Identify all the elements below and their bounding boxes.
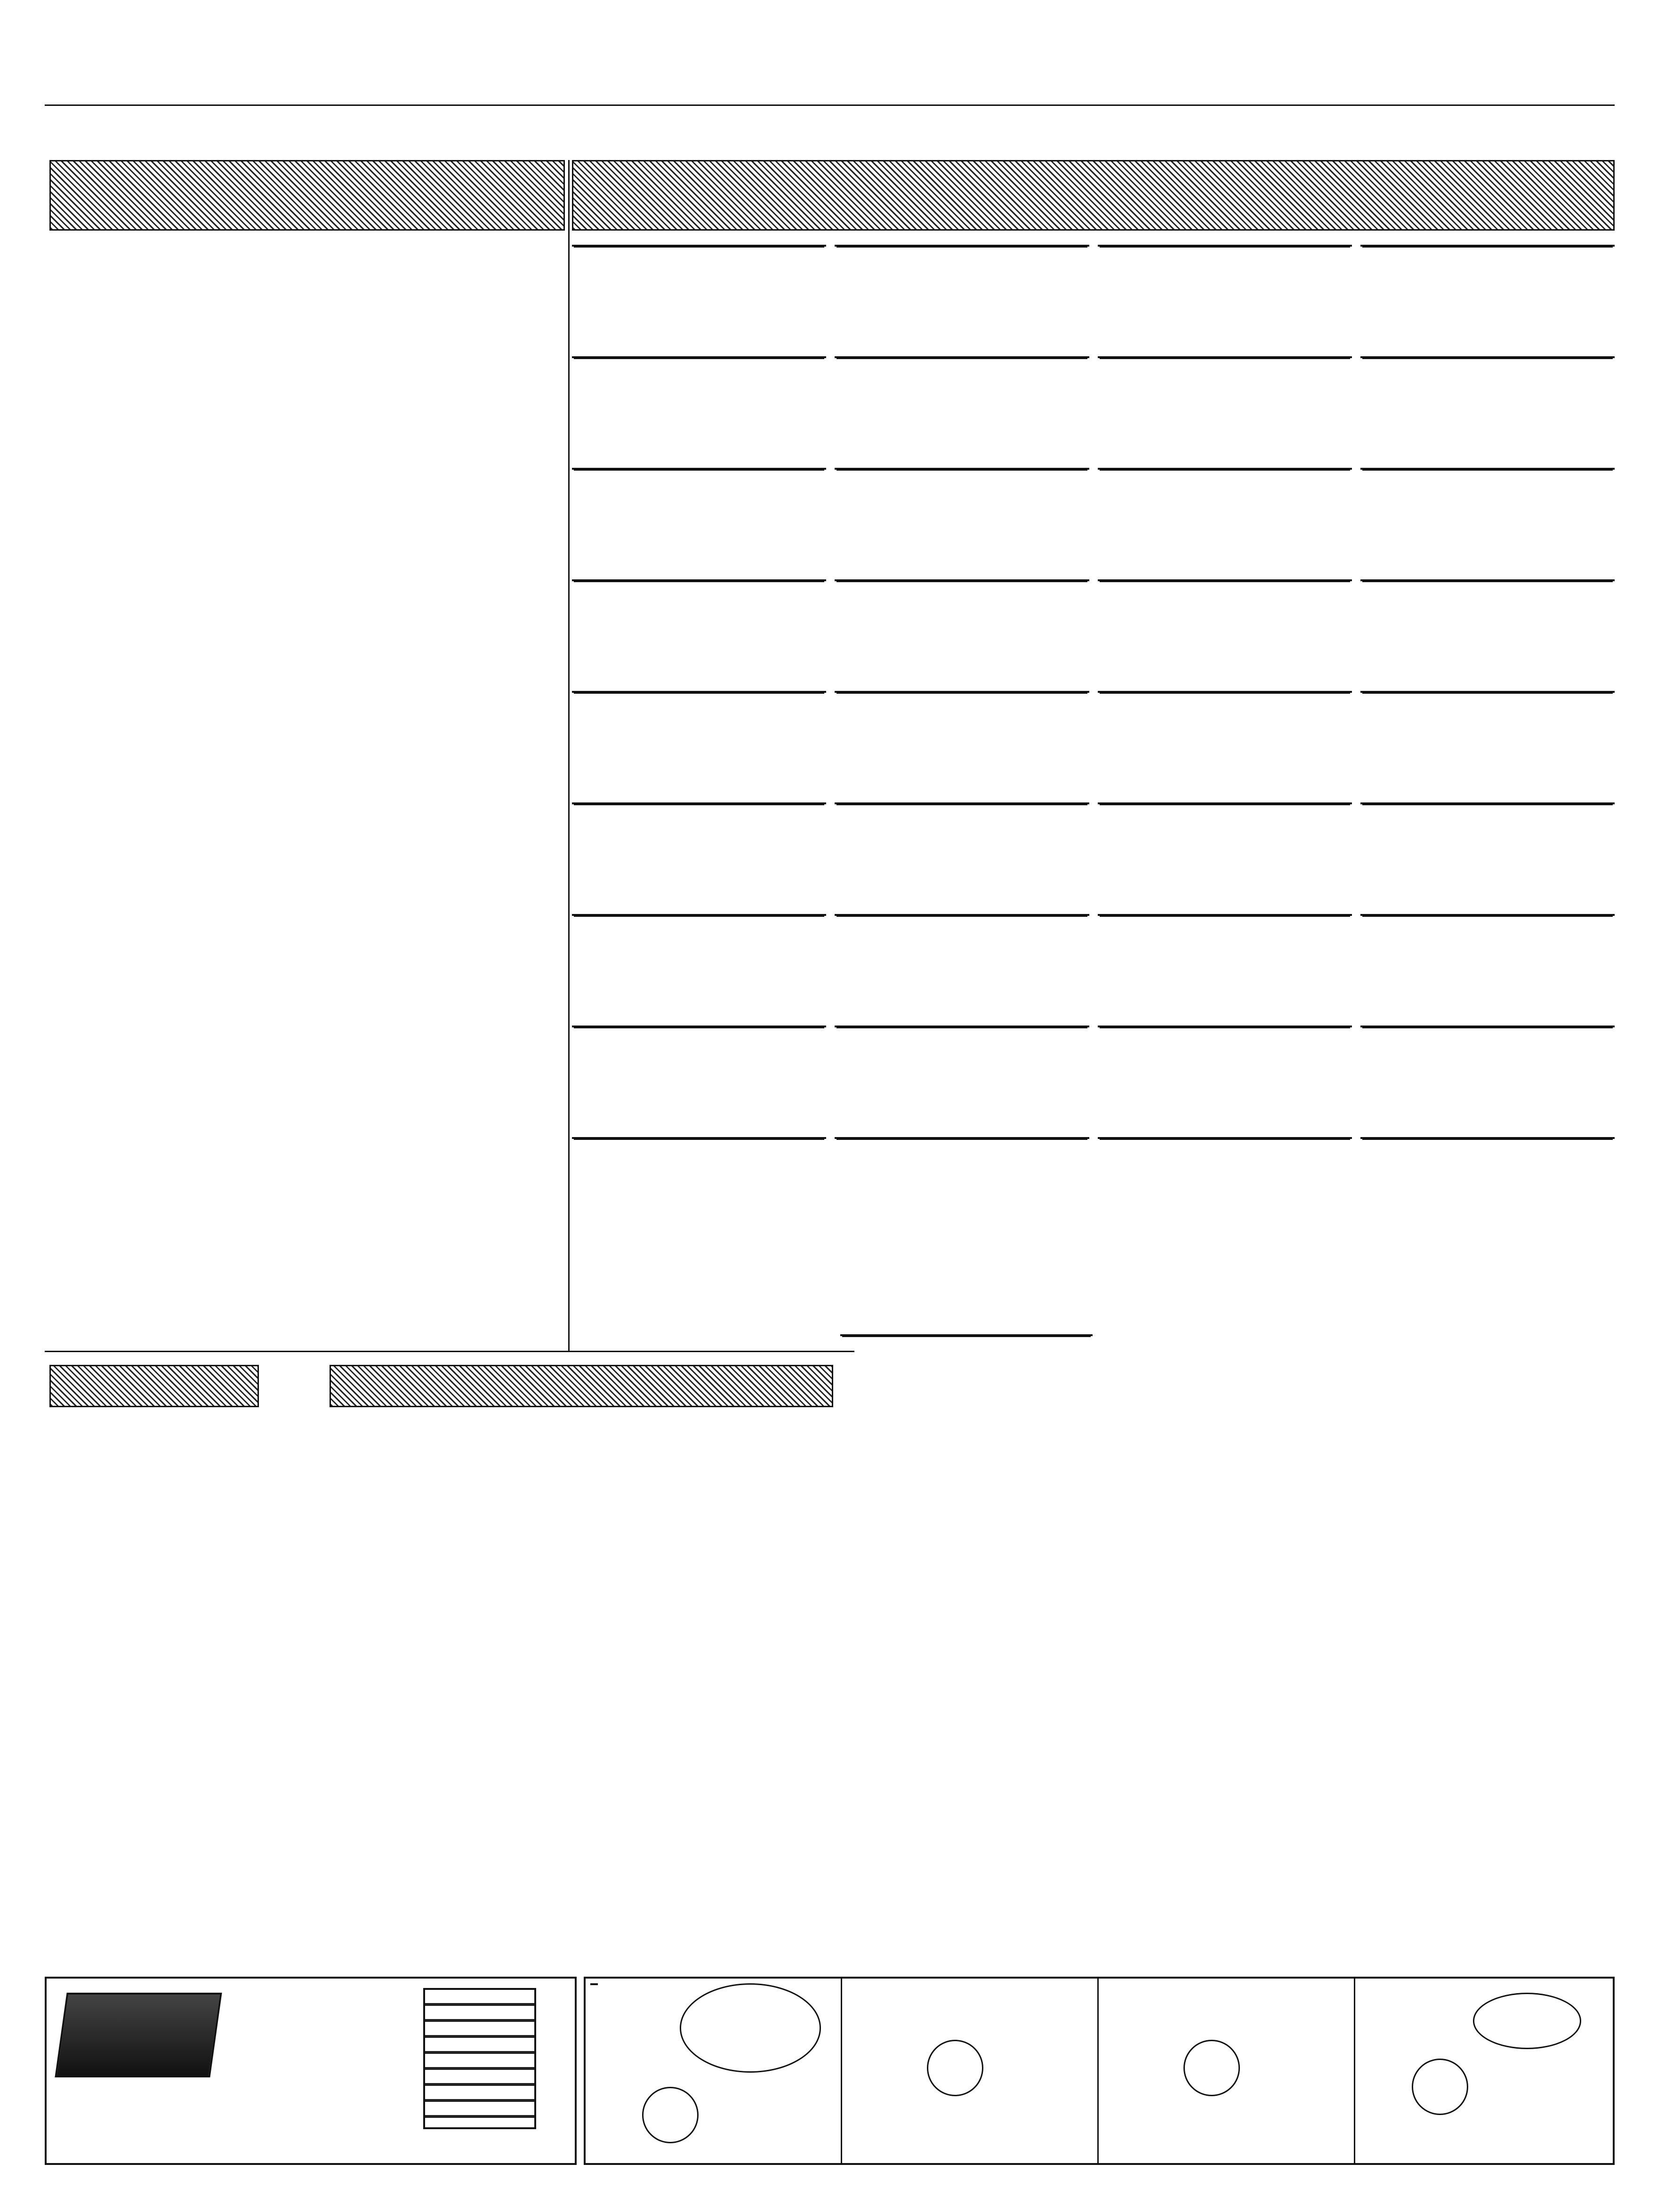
- outros-column-1: [330, 1417, 574, 1967]
- cinema-listing: [1098, 1137, 1352, 1249]
- comic-panel-1: [586, 1979, 842, 2163]
- cinema-header: [837, 470, 1087, 471]
- character-head: [642, 2087, 699, 2143]
- cinema-listings: [572, 245, 1615, 1360]
- column-divider: [568, 160, 570, 1351]
- cinema-header: [837, 1027, 1087, 1028]
- cinema-header: [574, 247, 824, 248]
- cinema-header: [574, 693, 824, 694]
- cinema-header: [574, 1139, 824, 1140]
- comic-panel-3: [1099, 1979, 1355, 2163]
- cinema-header: [574, 916, 824, 917]
- cinema-listing: [1360, 691, 1615, 802]
- cinema-header: [1362, 693, 1613, 694]
- theatre-column: [49, 1417, 315, 1967]
- cinema-listing: [835, 579, 1089, 691]
- cinema-listing: [840, 1334, 1093, 1462]
- character-head: [1412, 2059, 1468, 2115]
- banner-outros-cinemas: [330, 1365, 833, 1407]
- cinema-listing: [835, 691, 1089, 802]
- cinema-listing: [572, 468, 826, 579]
- cinema-listing: [1360, 914, 1615, 1026]
- cinema-header: [1100, 247, 1350, 248]
- banner-farmacias: [49, 160, 565, 231]
- cinema-header: [574, 358, 824, 359]
- comic-title: [590, 1983, 598, 1985]
- cinema-header: [574, 581, 824, 582]
- character-head: [1183, 2040, 1240, 2096]
- comic-panel-2: [842, 1979, 1099, 2163]
- cinema-listing: [1360, 802, 1615, 914]
- cinema-header: [1100, 916, 1350, 917]
- cinema-listing: [1360, 245, 1615, 356]
- cinema-header: [574, 804, 824, 805]
- cinema-header: [837, 693, 1087, 694]
- cinema-listing: [1098, 579, 1352, 691]
- cinema-header: [1362, 581, 1613, 582]
- cinema-header: [1100, 1027, 1350, 1028]
- cinema-header: [837, 916, 1087, 917]
- cinema-header: [1100, 804, 1350, 805]
- character-head: [927, 2040, 983, 2096]
- cinema-header: [1362, 804, 1613, 805]
- cinema-listing: [1098, 468, 1352, 579]
- cinema-listing: [572, 356, 826, 468]
- cinema-header: [1100, 581, 1350, 582]
- cinema-header: [1362, 247, 1613, 248]
- citoh-advertisement: [45, 1977, 577, 2165]
- cinema-listings-lower: [840, 1334, 1615, 1972]
- cinema-listing: [1360, 1026, 1615, 1137]
- speech-bubble-2: [1473, 1993, 1581, 2049]
- cinema-listing: [572, 1137, 826, 1249]
- banner-cartaz: [572, 160, 1615, 231]
- cinema-listing: [572, 802, 826, 914]
- cinema-header: [1362, 470, 1613, 471]
- cinema-header: [1362, 1139, 1613, 1140]
- cinema-listing: [1098, 245, 1352, 356]
- cinema-listing: [1360, 1137, 1615, 1249]
- speech-bubble-1: [680, 1983, 821, 2073]
- cinema-listing: [572, 914, 826, 1026]
- cinema-listing: [835, 914, 1089, 1026]
- cinema-header: [1362, 358, 1613, 359]
- cinema-listing: [1360, 356, 1615, 468]
- cinema-listing: [572, 1026, 826, 1137]
- cinema-header: [1100, 1139, 1350, 1140]
- cinema-listing: [1360, 579, 1615, 691]
- pharmacy-column-2: [330, 235, 565, 1339]
- cinema-header: [837, 581, 1087, 582]
- cinema-header: [837, 247, 1087, 248]
- cinema-header: [574, 470, 824, 471]
- cinema-listing: [835, 1137, 1089, 1249]
- cinema-header: [842, 1336, 1091, 1337]
- cinema-header: [1100, 358, 1350, 359]
- comic-panel-4: [1355, 1979, 1613, 2163]
- calculator-image-left: [55, 1993, 222, 2077]
- cinema-header: [1362, 1027, 1613, 1028]
- cinema-header: [574, 1027, 824, 1028]
- outros-column-2: [588, 1417, 833, 1967]
- cinema-listing: [1098, 356, 1352, 468]
- cinema-listing: [572, 579, 826, 691]
- cinema-listing: [1098, 691, 1352, 802]
- cinema-listing: [1098, 802, 1352, 914]
- calculator-image-right: [423, 1988, 536, 2129]
- cinema-header: [1100, 470, 1350, 471]
- pharmacy-column-1: [71, 235, 315, 1339]
- cinema-listing: [835, 245, 1089, 356]
- cinema-header: [837, 358, 1087, 359]
- cinema-listing: [572, 691, 826, 802]
- peanuts-comic-strip: [584, 1977, 1615, 2165]
- banner-teatros: [49, 1365, 259, 1407]
- cinema-listing: [835, 468, 1089, 579]
- cinema-listing: [1098, 1026, 1352, 1137]
- cinema-listing: [835, 356, 1089, 468]
- cinema-header: [837, 1139, 1087, 1140]
- cinema-listing: [835, 1026, 1089, 1137]
- cinema-listing: [1360, 468, 1615, 579]
- cinema-header: [1362, 916, 1613, 917]
- cinema-header: [837, 804, 1087, 805]
- cinema-listing: [835, 802, 1089, 914]
- cinema-listing: [1098, 914, 1352, 1026]
- header-rule: [45, 104, 1615, 106]
- cinema-header: [1100, 693, 1350, 694]
- cinema-listing: [572, 245, 826, 356]
- page-header: [45, 71, 1615, 104]
